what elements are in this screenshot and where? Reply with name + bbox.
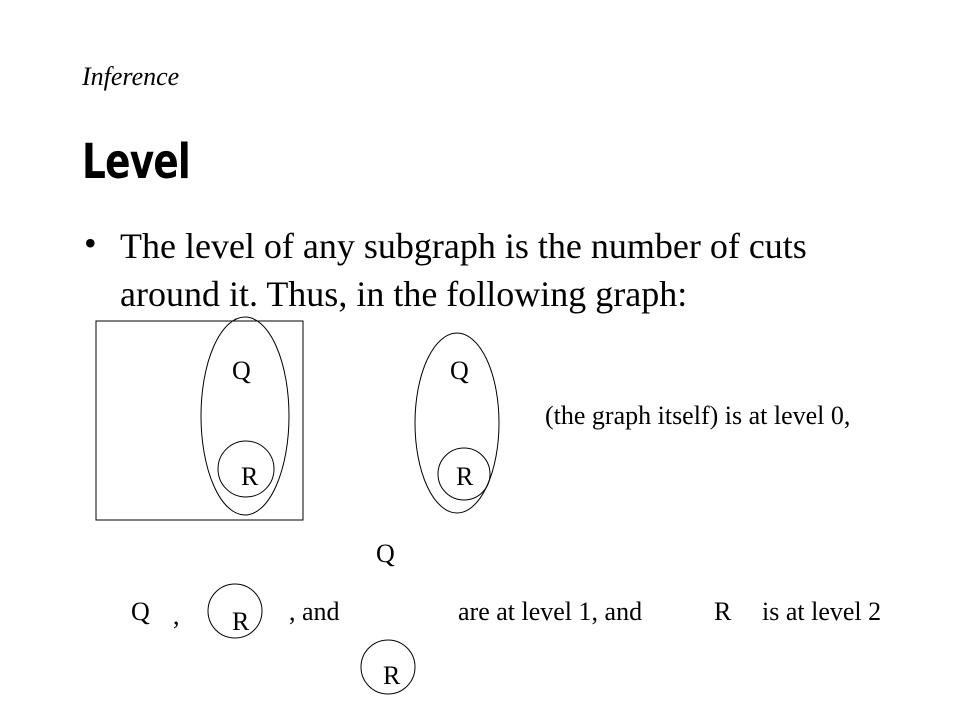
sheet-of-assertion [96, 321, 303, 520]
bullet-marker: • [84, 223, 97, 263]
comma-separator: , [173, 601, 180, 630]
slide-title: Level [82, 134, 190, 190]
caption-level-2: is at level 2 [762, 597, 882, 626]
caption-level-1: are at level 1, and [458, 597, 643, 626]
atom-r-4: R [383, 661, 401, 690]
atom-q-standalone: Q [131, 597, 150, 626]
section-label: Inference [82, 62, 180, 91]
bullet-text: The level of any subgraph is the number of cuts around it. Thus, in the following graph: [120, 226, 807, 314]
caption-level-0: (the graph itself) is at level 0, [545, 401, 851, 430]
atom-q-3: Q [376, 539, 395, 568]
atom-r-1: R [241, 462, 259, 491]
atom-q-1: Q [232, 356, 251, 385]
and-separator: , and [289, 597, 340, 626]
atom-r-3: R [232, 607, 250, 636]
atom-q-2: Q [450, 356, 469, 385]
atom-r-2: R [456, 462, 474, 491]
atom-r-plain: R [714, 597, 732, 626]
